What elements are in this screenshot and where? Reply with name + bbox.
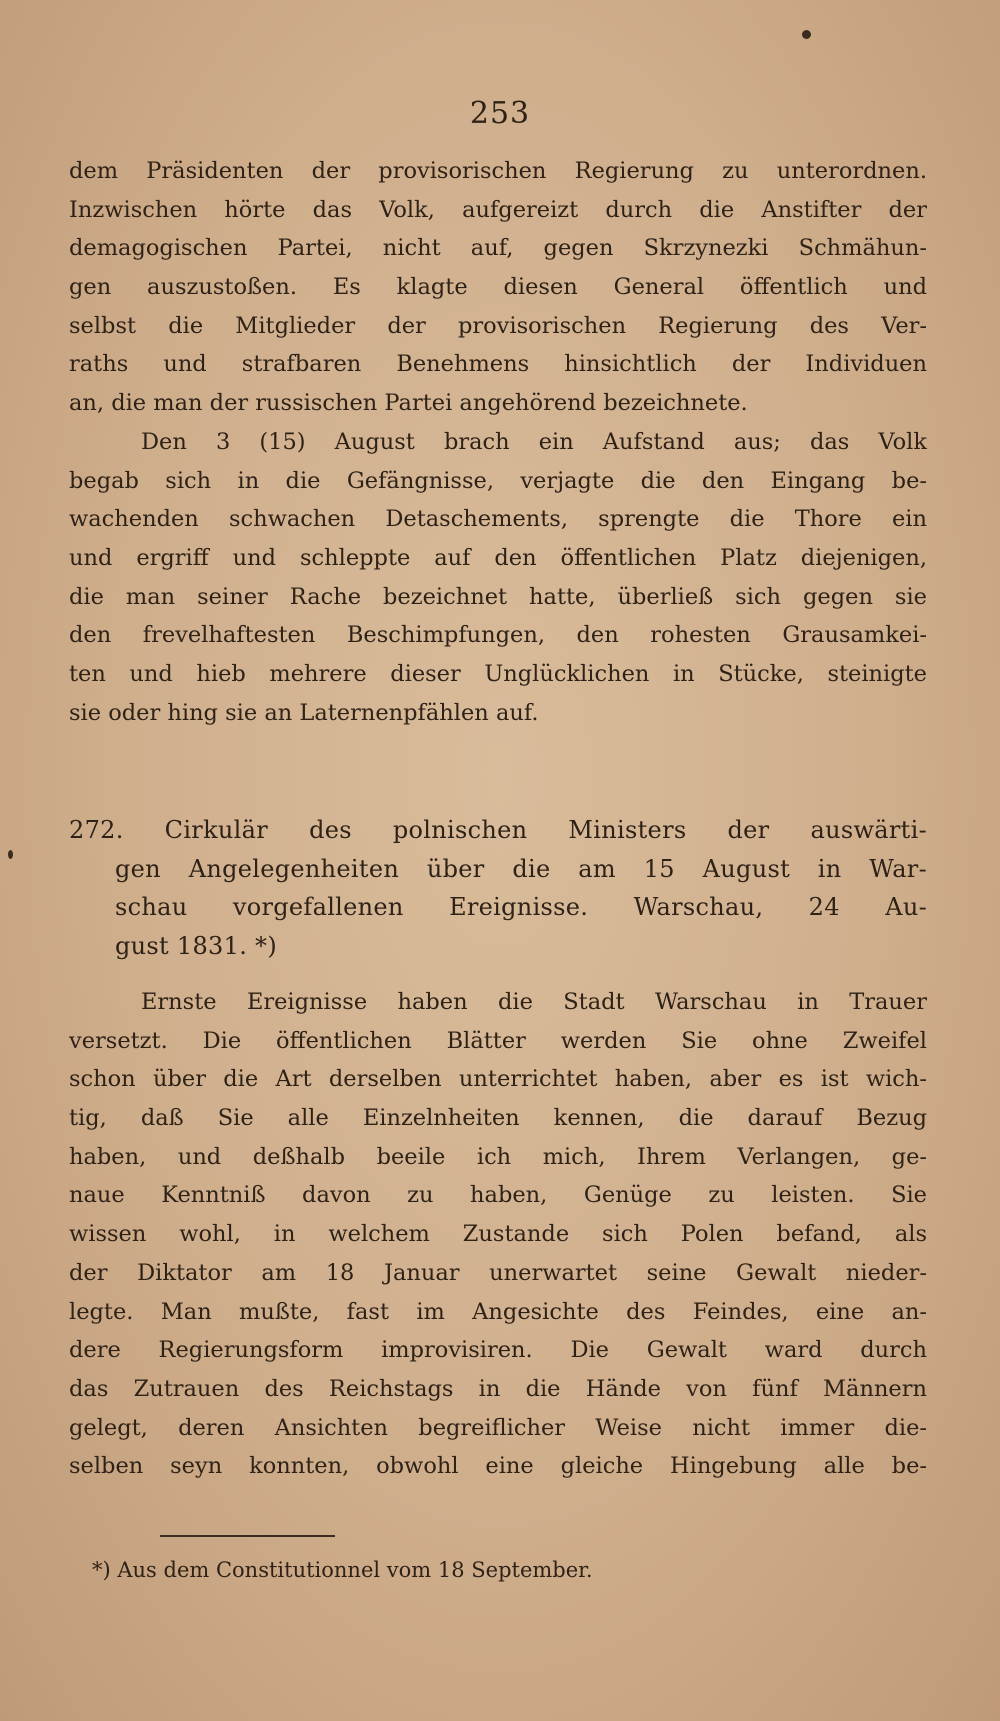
paragraph-continuation <box>69 152 927 423</box>
footnote: *) Aus dem Constitutionnel vom 18 September. <box>92 1558 593 1582</box>
text-line: wachenden schwachen Detaschements, sprengte die Thore ein <box>69 506 927 533</box>
text-line: demagogischen Partei, nicht auf, gegen Skrzynezki Schmähun- <box>69 235 927 262</box>
text-line: schon über die Art derselben unterrichtet haben, aber es ist wich- <box>69 1066 927 1093</box>
text-line: legte. Man mußte, fast im Angesichte des Feindes, eine an- <box>69 1298 927 1325</box>
text-line: sie oder hing sie an Laternenpfählen auf. <box>69 699 539 726</box>
text-line: die man seiner Rache bezeichnet hatte, überließ sich gegen sie <box>69 583 927 610</box>
ink-speck <box>802 30 811 39</box>
text-line: dere Regierungsform improvisiren. Die Gewalt ward durch <box>69 1337 927 1364</box>
text-line: Inzwischen hörte das Volk, aufgereizt durch die Anstifter der <box>69 196 927 223</box>
heading-line: 272. Cirkulär des polnischen Ministers der auswärti- <box>69 816 927 844</box>
heading-line: gen Angelegenheiten über die am 15 August in War- <box>115 854 927 883</box>
text-line: an, die man der russischen Partei angehörend bezeichnete. <box>69 390 748 417</box>
text-line: den frevelhaftesten Beschimpfungen, den rohesten Grausamkei- <box>69 622 927 649</box>
heading-line: schau vorgefallenen Ereignisse. Warschau, 24 Au- <box>115 893 927 922</box>
text-line: haben, und deßhalb beeile ich mich, Ihrem Verlangen, ge- <box>69 1143 927 1170</box>
text-line: wissen wohl, in welchem Zustande sich Polen befand, als <box>69 1221 927 1248</box>
text-line: Den 3 (15) August brach ein Aufstand aus; das Volk <box>141 429 927 455</box>
text-line: ten und hieb mehrere dieser Unglücklichen in Stücke, steinigte <box>69 661 927 688</box>
paragraph-uprising <box>69 423 927 733</box>
text-line: und ergriff und schleppte auf den öffentlichen Platz diejenigen, <box>69 545 927 572</box>
paragraph-circular <box>69 983 927 1486</box>
text-line: begab sich in die Gefängnisse, verjagte die den Eingang be- <box>69 467 927 494</box>
text-line: naue Kenntniß davon zu haben, Genüge zu leisten. Sie <box>69 1182 927 1209</box>
text-line: Ernste Ereignisse haben die Stadt Warschau in Trauer <box>141 989 927 1015</box>
text-line: gen auszustoßen. Es klagte diesen General öffentlich und <box>69 274 927 301</box>
text-line: selben seyn konnten, obwohl eine gleiche Hingebung alle be- <box>69 1453 927 1480</box>
text-line: versetzt. Die öffentlichen Blätter werden Sie ohne Zweifel <box>69 1027 927 1054</box>
heading-line: gust 1831. *) <box>115 932 278 961</box>
footnote-divider <box>160 1535 335 1537</box>
text-line: das Zutrauen des Reichstags in die Hände von fünf Männern <box>69 1375 927 1402</box>
text-line: der Diktator am 18 Januar unerwartet seine Gewalt nieder- <box>69 1259 927 1286</box>
text-line: raths und strafbaren Benehmens hinsichtlich der Individuen <box>69 351 927 378</box>
page-number: 253 <box>469 96 531 131</box>
ink-speck <box>8 850 13 859</box>
section-heading-272 <box>69 811 927 966</box>
text-line: gelegt, deren Ansichten begreiflicher Weise nicht immer die- <box>69 1414 927 1441</box>
text-line: dem Präsidenten der provisorischen Regierung zu unterordnen. <box>69 158 927 184</box>
text-line: selbst die Mitglieder der provisorischen Regierung des Ver- <box>69 312 927 339</box>
text-line: tig, daß Sie alle Einzelnheiten kennen, die darauf Bezug <box>69 1105 927 1132</box>
